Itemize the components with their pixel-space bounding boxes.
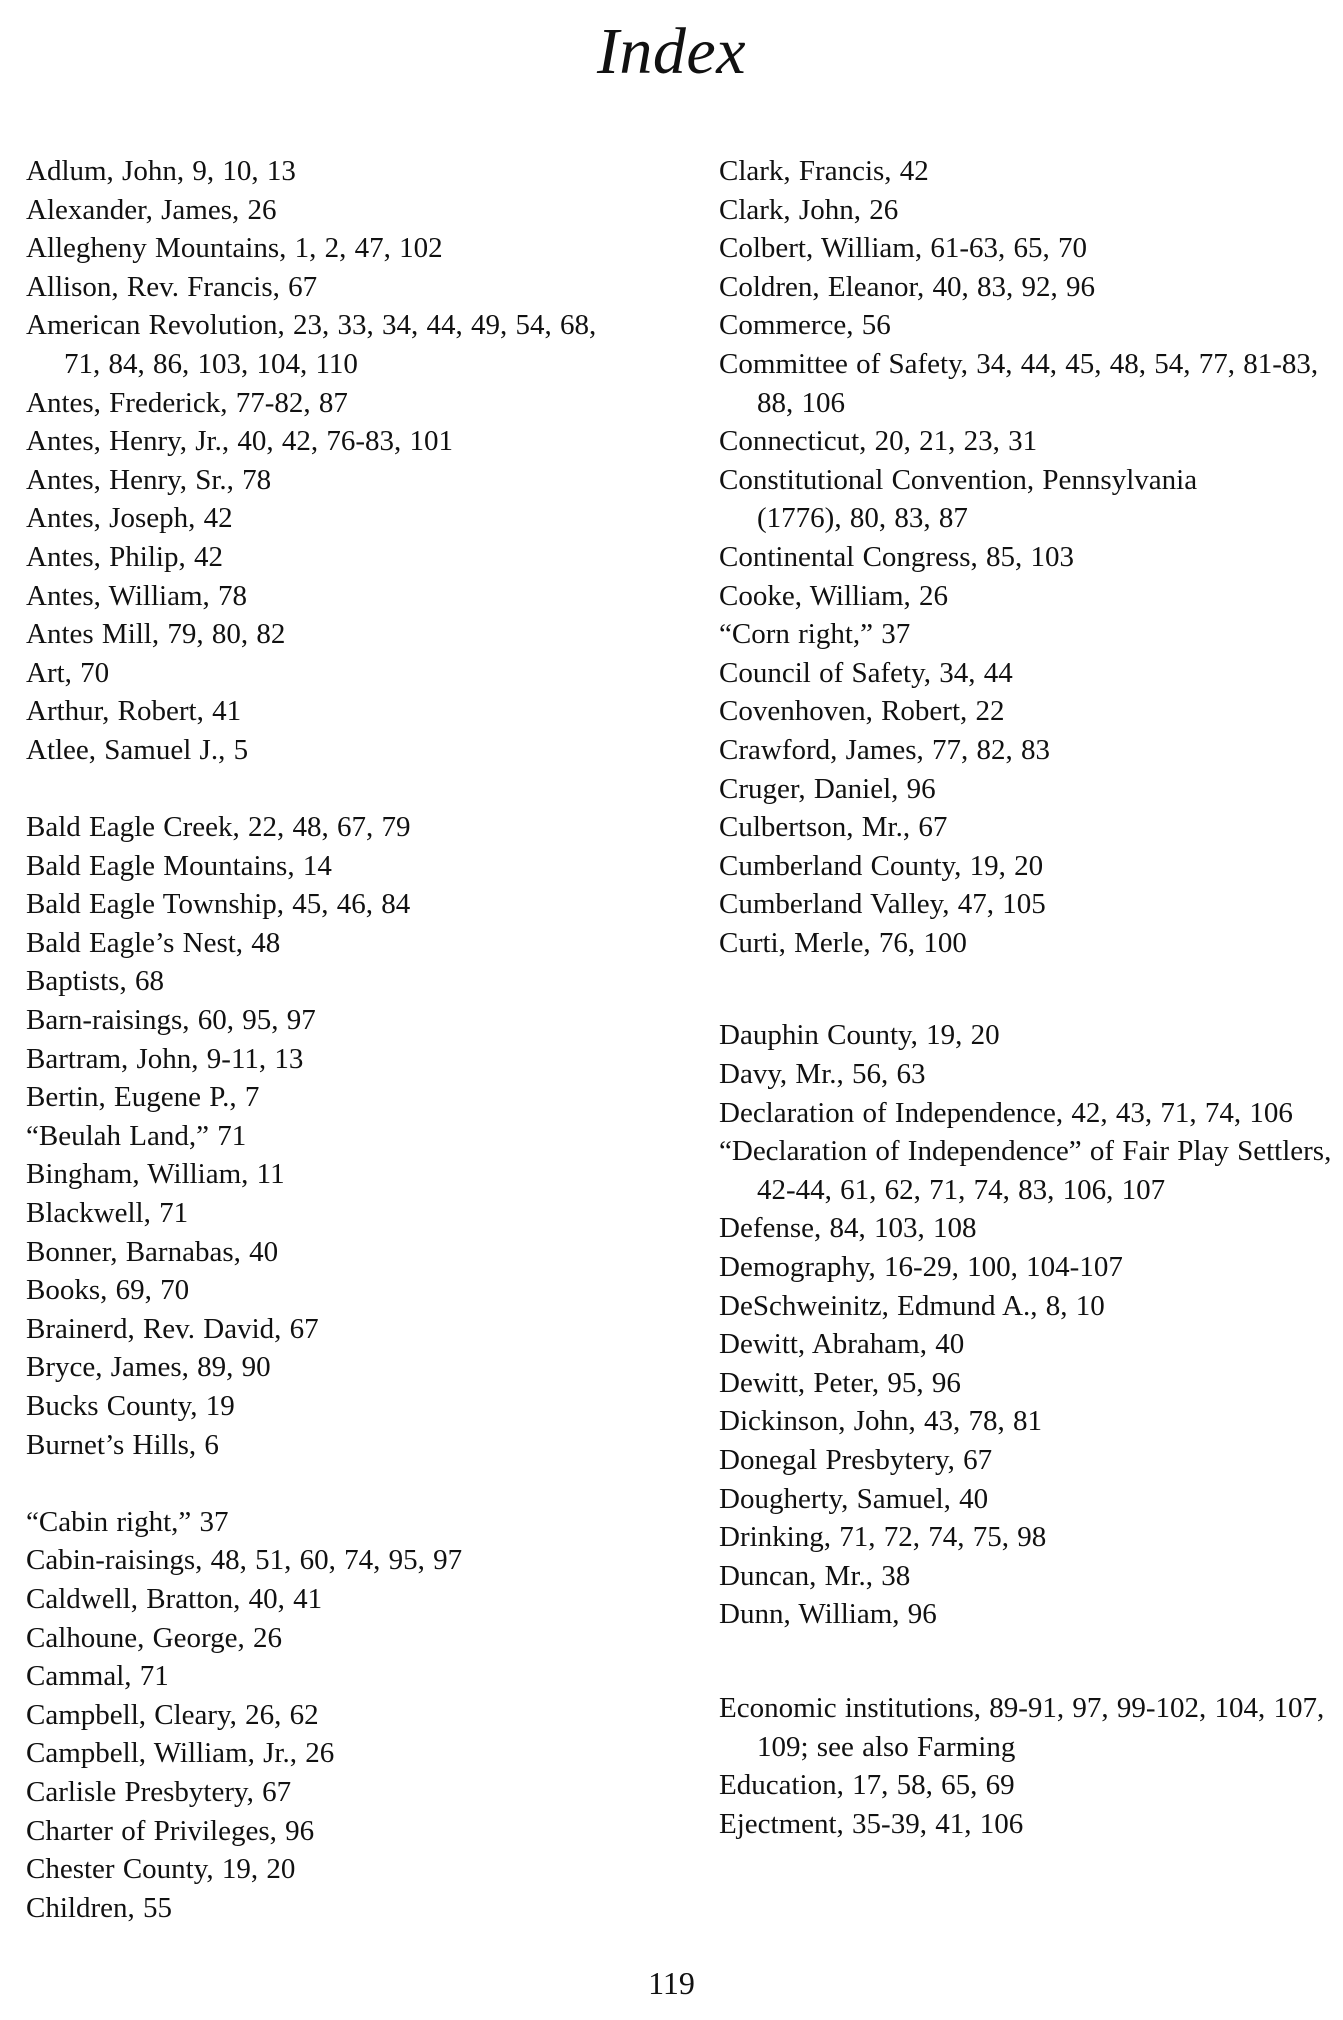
index-entry: Allison, Rev. Francis, 67 [26,270,318,303]
index-entry: Connecticut, 20, 21, 23, 31 [719,425,1038,458]
index-column-left [26,152,656,1927]
index-entry: Antes, Henry, Jr., 40, 42, 76-83, 101 [26,425,453,458]
index-entry: Alexander, James, 26 [26,193,277,226]
index-entry: Demography, 16-29, 100, 104-107 [719,1251,1123,1284]
index-entry: Continental Congress, 85, 103 [719,540,1075,573]
index-entry: Antes Mill, 79, 80, 82 [26,618,286,651]
index-entry: Bonner, Barnabas, 40 [26,1235,279,1268]
index-entry: Covenhoven, Robert, 22 [719,695,1005,728]
index-entry: Barn-raisings, 60, 95, 97 [26,1004,316,1037]
index-entry: Ejectment, 35-39, 41, 106 [719,1807,1024,1840]
index-entry: Cumberland County, 19, 20 [719,849,1044,882]
index-entry: Antes, Philip, 42 [26,540,223,573]
index-entry: Bingham, William, 11 [26,1158,285,1191]
index-entry: Drinking, 71, 72, 74, 75, 98 [719,1521,1047,1554]
index-entry: Antes, Frederick, 77-82, 87 [26,386,348,419]
index-entry: American Revolution, 23, 33, 34, 44, 49, 54, 68, 71, 84, 86, 103, 104, 110 [26,309,597,380]
section-spacer [26,1464,656,1503]
index-entry: Commerce, 56 [719,309,891,342]
index-entry: Atlee, Samuel J., 5 [26,733,249,766]
index-entry: Chester County, 19, 20 [26,1853,296,1886]
index-entry: Books, 69, 70 [26,1274,190,1307]
index-entry: Campbell, Cleary, 26, 62 [26,1698,319,1731]
index-entry: Constitutional Convention, Pennsylvania (1776), 80, 83, 87 [719,463,1198,535]
index-entry: Clark, Francis, 42 [719,155,929,187]
index-entry: Baptists, 68 [26,965,164,998]
index-entry: Duncan, Mr., 38 [719,1559,911,1592]
index-entry: Committee of Safety, 34, 44, 45, 48, 54, 77, 81-83, 88, 106 [719,347,1319,419]
index-entry: Arthur, Robert, 41 [26,695,242,728]
index-entry: Bald Eagle Township, 45, 46, 84 [26,888,411,921]
index-entry: Caldwell, Bratton, 40, 41 [26,1582,323,1615]
index-entry: “Corn right,” 37 [719,618,911,651]
index-entry: Allegheny Mountains, 1, 2, 47, 102 [26,232,443,265]
index-entry: Bald Eagle Mountains, 14 [26,849,332,882]
index-entry: Bryce, James, 89, 90 [26,1351,271,1384]
index-entry: “Declaration of Independence” of Fair Play Settlers, 42-44, 61, 62, 71, 74, 83, 106, 107 [719,1135,1332,1206]
index-column-right [719,152,1332,1843]
index-entry: Cooke, William, 26 [719,579,949,612]
index-entry: Coldren, Eleanor, 40, 83, 92, 96 [719,270,1095,303]
index-entry: Art, 70 [26,656,110,689]
index-entry: Antes, Henry, Sr., 78 [26,463,272,496]
index-entry: Dewitt, Peter, 95, 96 [719,1366,961,1399]
index-entry: Cruger, Daniel, 96 [719,772,936,805]
page-title: Index [596,15,747,88]
index-entry: Dougherty, Samuel, 40 [719,1482,989,1515]
index-entry: Dickinson, John, 43, 78, 81 [719,1405,1042,1438]
section-spacer [719,1634,1327,1689]
index-entry: Children, 55 [26,1891,172,1924]
index-entry: Culbertson, Mr., 67 [719,811,948,844]
index-entry: Education, 17, 58, 65, 69 [719,1769,1015,1802]
index-entry: Bartram, John, 9-11, 13 [26,1042,304,1075]
section-spacer [26,770,656,809]
index-entry: Dunn, William, 96 [719,1598,937,1631]
index-entry: Cumberland Valley, 47, 105 [719,888,1046,921]
index-entry: Campbell, William, Jr., 26 [26,1737,335,1770]
index-entry: “Beulah Land,” 71 [26,1119,247,1152]
index-entry: Economic institutions, 89-91, 97, 99-102, 104, 107, 109; see also Farming [719,1691,1325,1763]
index-entry: DeSchweinitz, Edmund A., 8, 10 [719,1289,1105,1322]
index-entry: Antes, William, 78 [26,579,248,612]
index-entry: Dewitt, Abraham, 40 [719,1328,965,1361]
index-entry: Bucks County, 19 [26,1390,235,1422]
index-entry: Antes, Joseph, 42 [26,502,233,535]
index-entry: Curti, Merle, 76, 100 [719,926,967,959]
index-entry: Bald Eagle Creek, 22, 48, 67, 79 [26,811,411,844]
page-number: 119 [648,1965,695,2001]
index-entry: Dauphin County, 19, 20 [719,1019,1000,1052]
index-entry: Burnet’s Hills, 6 [26,1428,219,1461]
index-entry: Charter of Privileges, 96 [26,1814,315,1847]
index-entry: Carlisle Presbytery, 67 [26,1775,292,1808]
index-entry: Declaration of Independence, 42, 43, 71, 74, 106 [719,1096,1293,1129]
section-spacer [719,962,1327,1016]
index-entry: “Cabin right,” 37 [26,1505,229,1538]
index-entry: Calhoune, George, 26 [26,1621,282,1654]
index-entry: Crawford, James, 77, 82, 83 [719,733,1051,766]
index-entry: Davy, Mr., 56, 63 [719,1058,926,1091]
index-entry: Council of Safety, 34, 44 [719,656,1013,689]
index-entry: Cabin-raisings, 48, 51, 60, 74, 95, 97 [26,1544,463,1577]
index-entry: Bertin, Eugene P., 7 [26,1081,260,1114]
index-entry: Clark, John, 26 [719,193,899,226]
index-entry: Blackwell, 71 [26,1197,189,1230]
index-entry: Brainerd, Rev. David, 67 [26,1312,319,1345]
index-entry: Bald Eagle’s Nest, 48 [26,926,281,959]
index-entry: Cammal, 71 [26,1660,169,1693]
index-entry: Adlum, John, 9, 10, 13 [26,155,296,187]
index-entry: Donegal Presbytery, 67 [719,1444,993,1476]
index-entry: Defense, 84, 103, 108 [719,1212,977,1245]
index-entry: Colbert, William, 61-63, 65, 70 [719,232,1087,265]
